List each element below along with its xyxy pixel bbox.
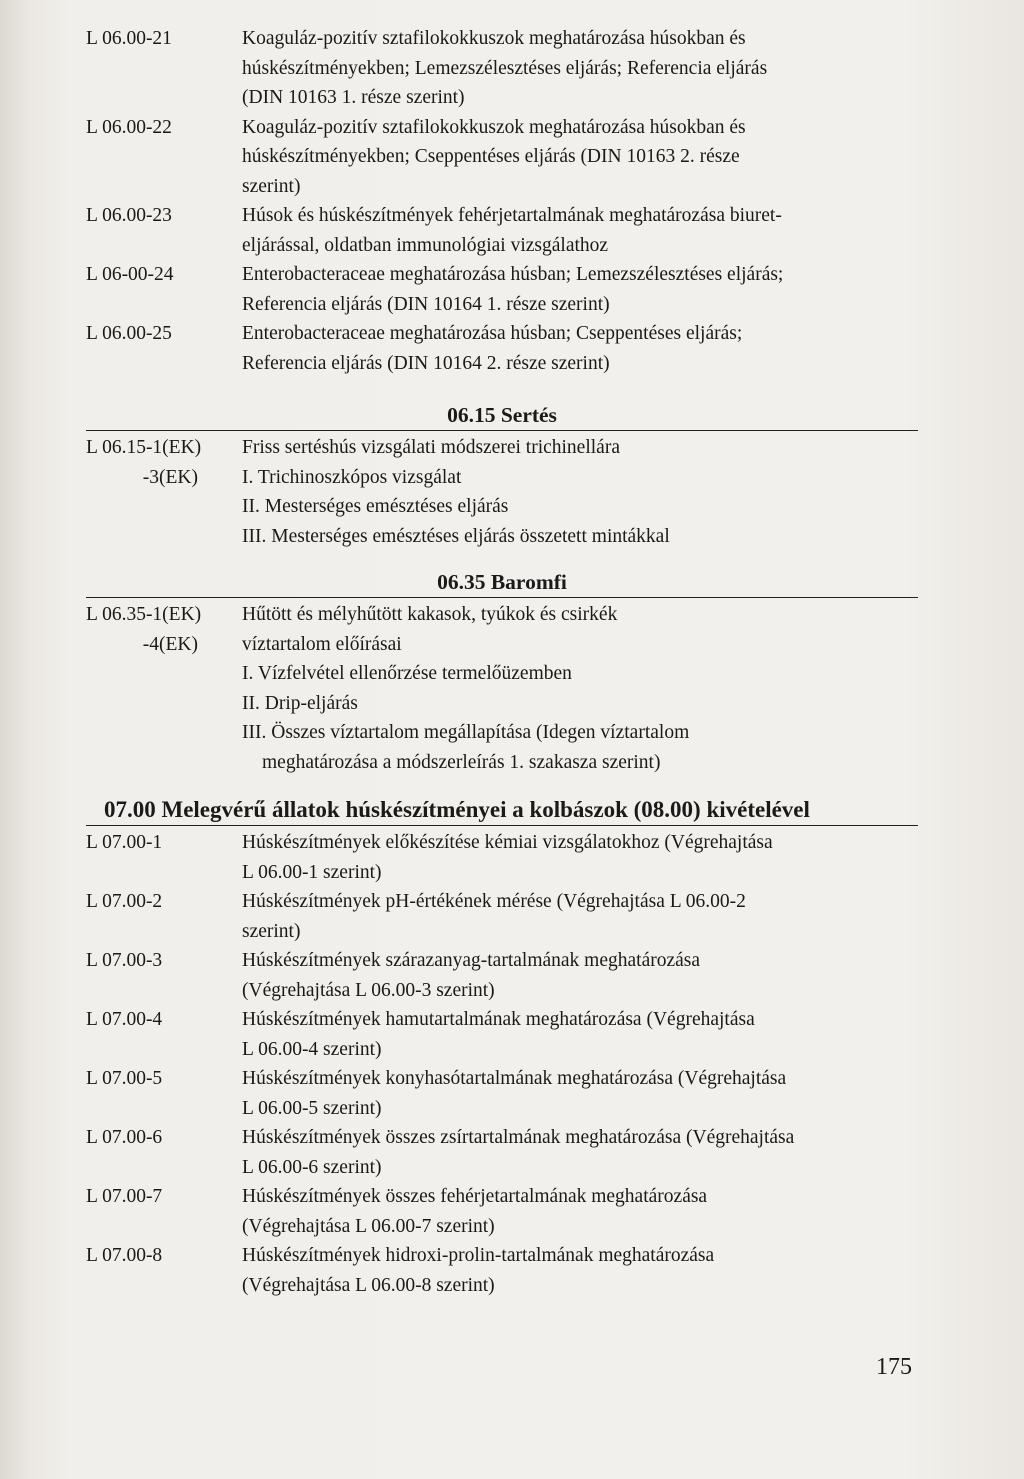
entry	[86, 113, 918, 202]
entry	[86, 201, 918, 260]
entry	[86, 946, 918, 1005]
entry-description	[242, 113, 918, 202]
description-line: (Végrehajtása L 06.00-7 szerint)	[242, 1215, 495, 1237]
entry-description	[242, 1064, 918, 1123]
entry-description	[242, 319, 918, 378]
description-line: szerint)	[242, 920, 301, 942]
description-line: Húskészítmények pH-értékének mérése (Végrehajtása L 06.00-2	[242, 891, 746, 912]
description-line: Húskészítmények összes zsírtartalmának meghatározása (Végrehajtása	[242, 1127, 795, 1148]
description-line: (DIN 10163 1. része szerint)	[242, 87, 465, 108]
entry-code: L 07.00-6	[86, 1127, 163, 1148]
entry-code: L 06.00-21	[86, 28, 172, 49]
description-line: (Végrehajtása L 06.00-3 szerint)	[242, 979, 495, 1001]
description-line: Húskészítmények összes fehérjetartalmának meghatározása	[242, 1186, 708, 1207]
section-0700	[86, 795, 918, 1300]
entry-description	[242, 24, 918, 113]
entry	[86, 319, 918, 378]
entry-code-continuation: -3(EK)	[142, 466, 198, 488]
entry-description	[242, 1005, 918, 1064]
entry-description	[242, 1182, 918, 1241]
description-line: Koaguláz-pozitív sztafilokokkuszok meghatározása húsokban és	[242, 116, 746, 138]
section-0635	[86, 567, 918, 777]
description-line: húskészítményekben; Cseppentéses eljárás (DIN 10163 2. része	[242, 146, 740, 167]
description-line: Referencia eljárás (DIN 10164 1. része szerint)	[242, 293, 610, 315]
entry-code: L 06.00-23	[86, 205, 172, 226]
entry-codes	[86, 433, 242, 551]
entry-code: L 06-00-24	[86, 264, 174, 285]
entry-description	[242, 260, 918, 319]
description-line: húskészítményekben; Lemezszélesztéses eljárás; Referencia eljárás	[242, 57, 768, 79]
entries-0600	[86, 24, 918, 378]
description-line: L 06.00-6 szerint)	[242, 1156, 382, 1178]
entry-code: L 07.00-5	[86, 1068, 163, 1089]
description-line: szerint)	[242, 175, 301, 197]
entry-code: L 07.00-8	[86, 1245, 163, 1266]
entry	[86, 433, 918, 551]
description-line: víztartalom előírásai	[242, 633, 402, 655]
entry	[86, 24, 918, 113]
description-line: Hűtött és mélyhűtött kakasok, tyúkok és csirkék	[242, 604, 618, 625]
entry	[86, 1064, 918, 1123]
description-line: I. Vízfelvétel ellenőrzése termelőüzemben	[242, 663, 572, 684]
entry	[86, 1182, 918, 1241]
entry-code: L 06.00-25	[86, 323, 172, 344]
section-heading: 07.00 Melegvérű állatok húskészítményei a kolbászok (08.00) kivételével	[86, 795, 918, 826]
description-line: Enterobacteraceae meghatározása húsban; Lemezszélesztéses eljárás;	[242, 264, 784, 285]
entry-code: L 07.00-4	[86, 1009, 163, 1030]
entry	[86, 828, 918, 887]
entry-code-continuation: -4(EK)	[142, 633, 198, 655]
entry	[86, 1241, 918, 1300]
entry-description	[242, 600, 918, 777]
description-line: III. Összes víztartalom megállapítása (Idegen víztartalom	[242, 722, 690, 743]
description-line: Enterobacteraceae meghatározása húsban; Cseppentéses eljárás;	[242, 323, 743, 344]
entry-code: L 06.35-1(EK)	[86, 604, 202, 625]
description-line: Húsok és húskészítmények fehérjetartalmának meghatározása biuret-	[242, 205, 782, 226]
entry-code: L 07.00-3	[86, 950, 163, 971]
description-line: II. Mesterséges emésztéses eljárás	[242, 496, 509, 517]
description-line: Friss sertéshús vizsgálati módszerei trichinellára	[242, 437, 620, 458]
description-line: Húskészítmények konyhasótartalmának meghatározása (Végrehajtása	[242, 1068, 787, 1089]
entry-code: L 07.00-1	[86, 832, 163, 853]
description-line: L 06.00-1 szerint)	[242, 861, 382, 883]
description-line: III. Mesterséges emésztéses eljárás összetett mintákkal	[242, 525, 670, 547]
description-line: Referencia eljárás (DIN 10164 2. része szerint)	[242, 352, 610, 374]
entry	[86, 887, 918, 946]
entry-code: L 07.00-2	[86, 891, 163, 912]
entry	[86, 600, 918, 777]
entry	[86, 1005, 918, 1064]
description-line: eljárással, oldatban immunológiai vizsgálathoz	[242, 234, 609, 256]
entry-code: L 07.00-7	[86, 1186, 163, 1207]
entry-description	[242, 201, 918, 260]
entry	[86, 1123, 918, 1182]
description-line: L 06.00-5 szerint)	[242, 1097, 382, 1119]
description-subline: meghatározása a módszerleírás 1. szakasza szerint)	[262, 751, 661, 773]
description-line: Koaguláz-pozitív sztafilokokkuszok meghatározása húsokban és	[242, 28, 746, 49]
description-line: (Végrehajtása L 06.00-8 szerint)	[242, 1274, 495, 1296]
entry-description	[242, 946, 918, 1005]
entry-description	[242, 1123, 918, 1182]
description-line: Húskészítmények szárazanyag-tartalmának meghatározása	[242, 950, 701, 971]
entry-code: L 06.00-22	[86, 116, 172, 138]
page-number: 175	[876, 1354, 912, 1380]
entry-description	[242, 1241, 918, 1300]
section-heading: 06.15 Sertés	[86, 400, 918, 431]
section-0615	[86, 400, 918, 551]
entry-code: L 06.15-1(EK)	[86, 437, 202, 458]
description-line: L 06.00-4 szerint)	[242, 1038, 382, 1060]
entry-description	[242, 433, 918, 551]
entry	[86, 260, 918, 319]
entry-description	[242, 887, 918, 946]
description-line: Húskészítmények hidroxi-prolin-tartalmának meghatározása	[242, 1245, 715, 1266]
section-heading: 06.35 Baromfi	[86, 567, 918, 598]
entry-codes	[86, 600, 242, 777]
page-content	[86, 24, 918, 1300]
description-line: Húskészítmények előkészítése kémiai vizsgálatokhoz (Végrehajtása	[242, 832, 773, 853]
description-line: Húskészítmények hamutartalmának meghatározása (Végrehajtása	[242, 1009, 755, 1030]
entry-description	[242, 828, 918, 887]
description-line: II. Drip-eljárás	[242, 692, 358, 714]
description-line: I. Trichinoszkópos vizsgálat	[242, 466, 462, 488]
